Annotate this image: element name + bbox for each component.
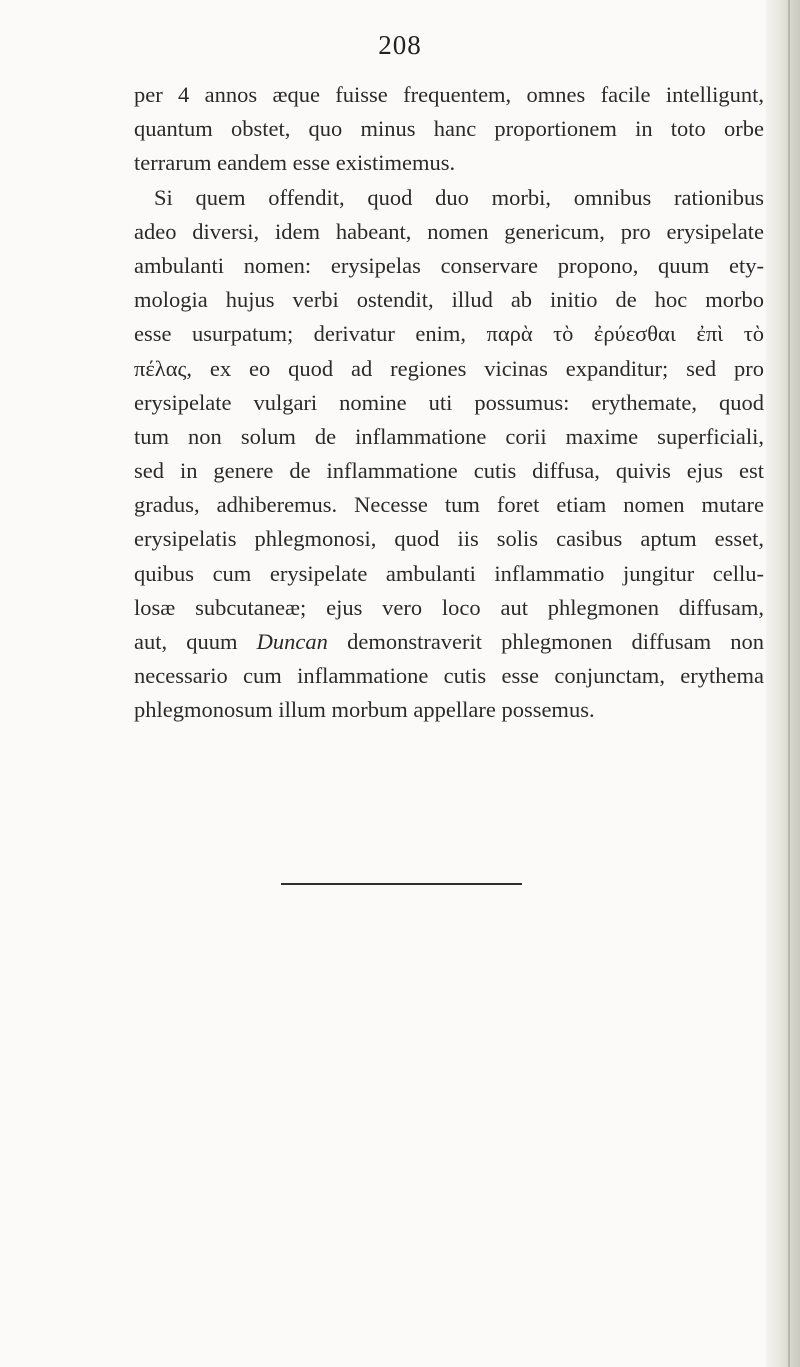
text-line: erysipelatis phlegmonosi, quod iis solis casibus aptum esset, — [134, 526, 764, 552]
text-line-greek: esse usurpatum; derivatur enim, παρὰ τὸ ἐρύεσθαι ἐπὶ τὸ — [134, 321, 764, 347]
text-line: quantum obstet, quo minus hanc proportionem in toto orbe — [134, 116, 764, 142]
page-number: 208 — [378, 30, 422, 60]
text-line: adeo diversi, idem habeant, nomen genericum, pro erysipelate — [134, 218, 764, 244]
text-line-greek: πέλας, ex eo quod ad regiones vicinas expanditur; sed pro — [134, 355, 764, 381]
text-line-last: phlegmonosum illum morbum appellare possemus. — [134, 697, 595, 723]
paragraph-start-line: Si quem offendit, quod duo morbi, omnibus rationibus — [154, 184, 764, 210]
text-line: losæ subcutaneæ; ejus vero loco aut phlegmonen diffusam, — [134, 594, 764, 620]
text-line: erysipelate vulgari nomine uti possumus: erythemate, quod — [134, 389, 764, 415]
author-name-duncan: Duncan — [256, 629, 328, 654]
text-line: per 4 annos æque fuisse frequentem, omnes facile intelligunt, — [134, 82, 764, 107]
text-line-with-name — [134, 625, 764, 659]
text-line: ambulanti nomen: erysipelas conservare propono, quum ety- — [134, 252, 764, 278]
text-line: necessario cum inflammatione cutis esse conjunctam, erythema — [134, 663, 764, 689]
text-line: gradus, adhiberemus. Necesse tum foret etiam nomen mutare — [134, 492, 764, 518]
text-line: quibus cum erysipelate ambulanti inflammatio jungitur cellu- — [134, 560, 764, 586]
body-text — [134, 78, 764, 728]
page-binding-edge — [766, 0, 800, 1367]
page-binding-line — [788, 0, 790, 1367]
text-line: mologia hujus verbi ostendit, illud ab initio de hoc morbo — [134, 287, 764, 313]
section-divider-rule — [281, 883, 522, 885]
text-line: sed in genere de inflammatione cutis diffusa, quivis ejus est — [134, 458, 764, 484]
text-segment: aut, quum — [134, 629, 238, 654]
text-line: tum non solum de inflammatione corii maxime superficiali, — [134, 423, 764, 449]
text-line: terrarum eandem esse existimemus. — [134, 150, 456, 176]
text-segment: demonstraverit phlegmonen diffusam non — [347, 629, 765, 654]
